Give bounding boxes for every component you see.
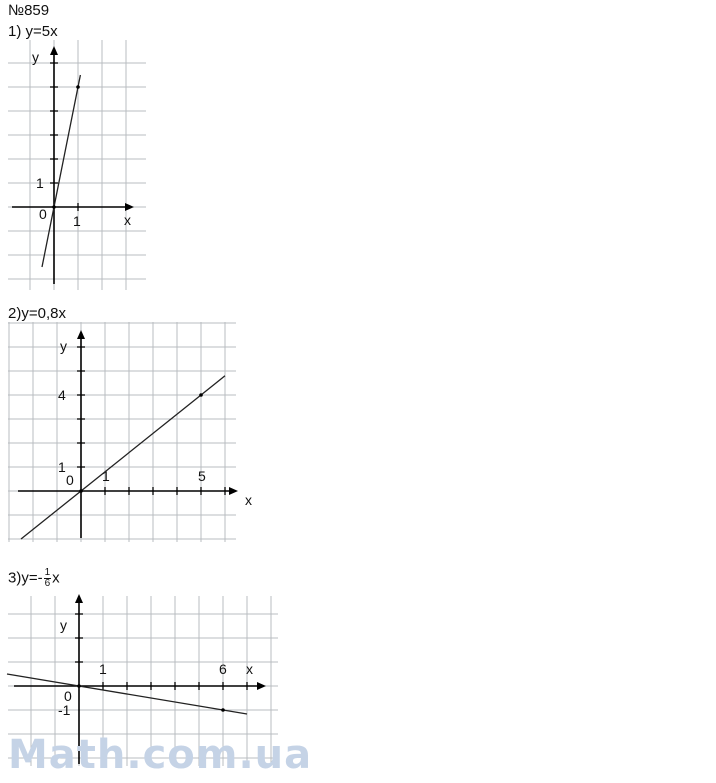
chart3-x-axis-label: x [246,661,253,677]
chart2-origin-label: 0 [66,472,74,488]
chart3-y-tick-label: -1 [58,702,71,718]
problem-number: №859 [8,2,50,19]
chart3-point [221,708,225,712]
chart2-x-axis-label: x [245,492,252,508]
chart1-origin-label: 0 [39,206,47,222]
chart3-heading-suffix: x [52,569,60,587]
chart2-y-axis-label: y [60,338,67,354]
chart3-x-tick-label: 6 [219,661,227,677]
fraction-numerator: 1 [44,567,51,578]
chart3-origin-label: 0 [64,688,72,704]
chart3-x-axis-arrow [257,682,266,690]
chart3-y-axis-label: y [60,617,67,633]
watermark: Math.com.ua [8,732,313,778]
chart1-y-axis-label: y [32,49,39,65]
fraction-denominator: 6 [44,578,51,589]
chart2-x-tick-label: 5 [198,468,206,484]
chart3-point [77,684,81,688]
chart1-x-axis-label: x [124,212,131,228]
chart2-y-tick-label: 1 [58,459,66,475]
chart3-x-tick-label: 1 [99,661,107,677]
chart1-heading: 1) y=5x [8,23,58,40]
chart2-x-tick-label: 1 [102,468,110,484]
chart2-y-tick-label: 4 [58,387,66,403]
chart3-heading-prefix: 3)y=- [8,569,43,587]
chart1-x-tick-label: 1 [73,213,81,229]
chart2-heading: 2)y=0,8x [8,305,66,322]
chart1-y-tick-label: 1 [36,175,44,191]
chart3-y-axis-arrow [75,594,83,603]
